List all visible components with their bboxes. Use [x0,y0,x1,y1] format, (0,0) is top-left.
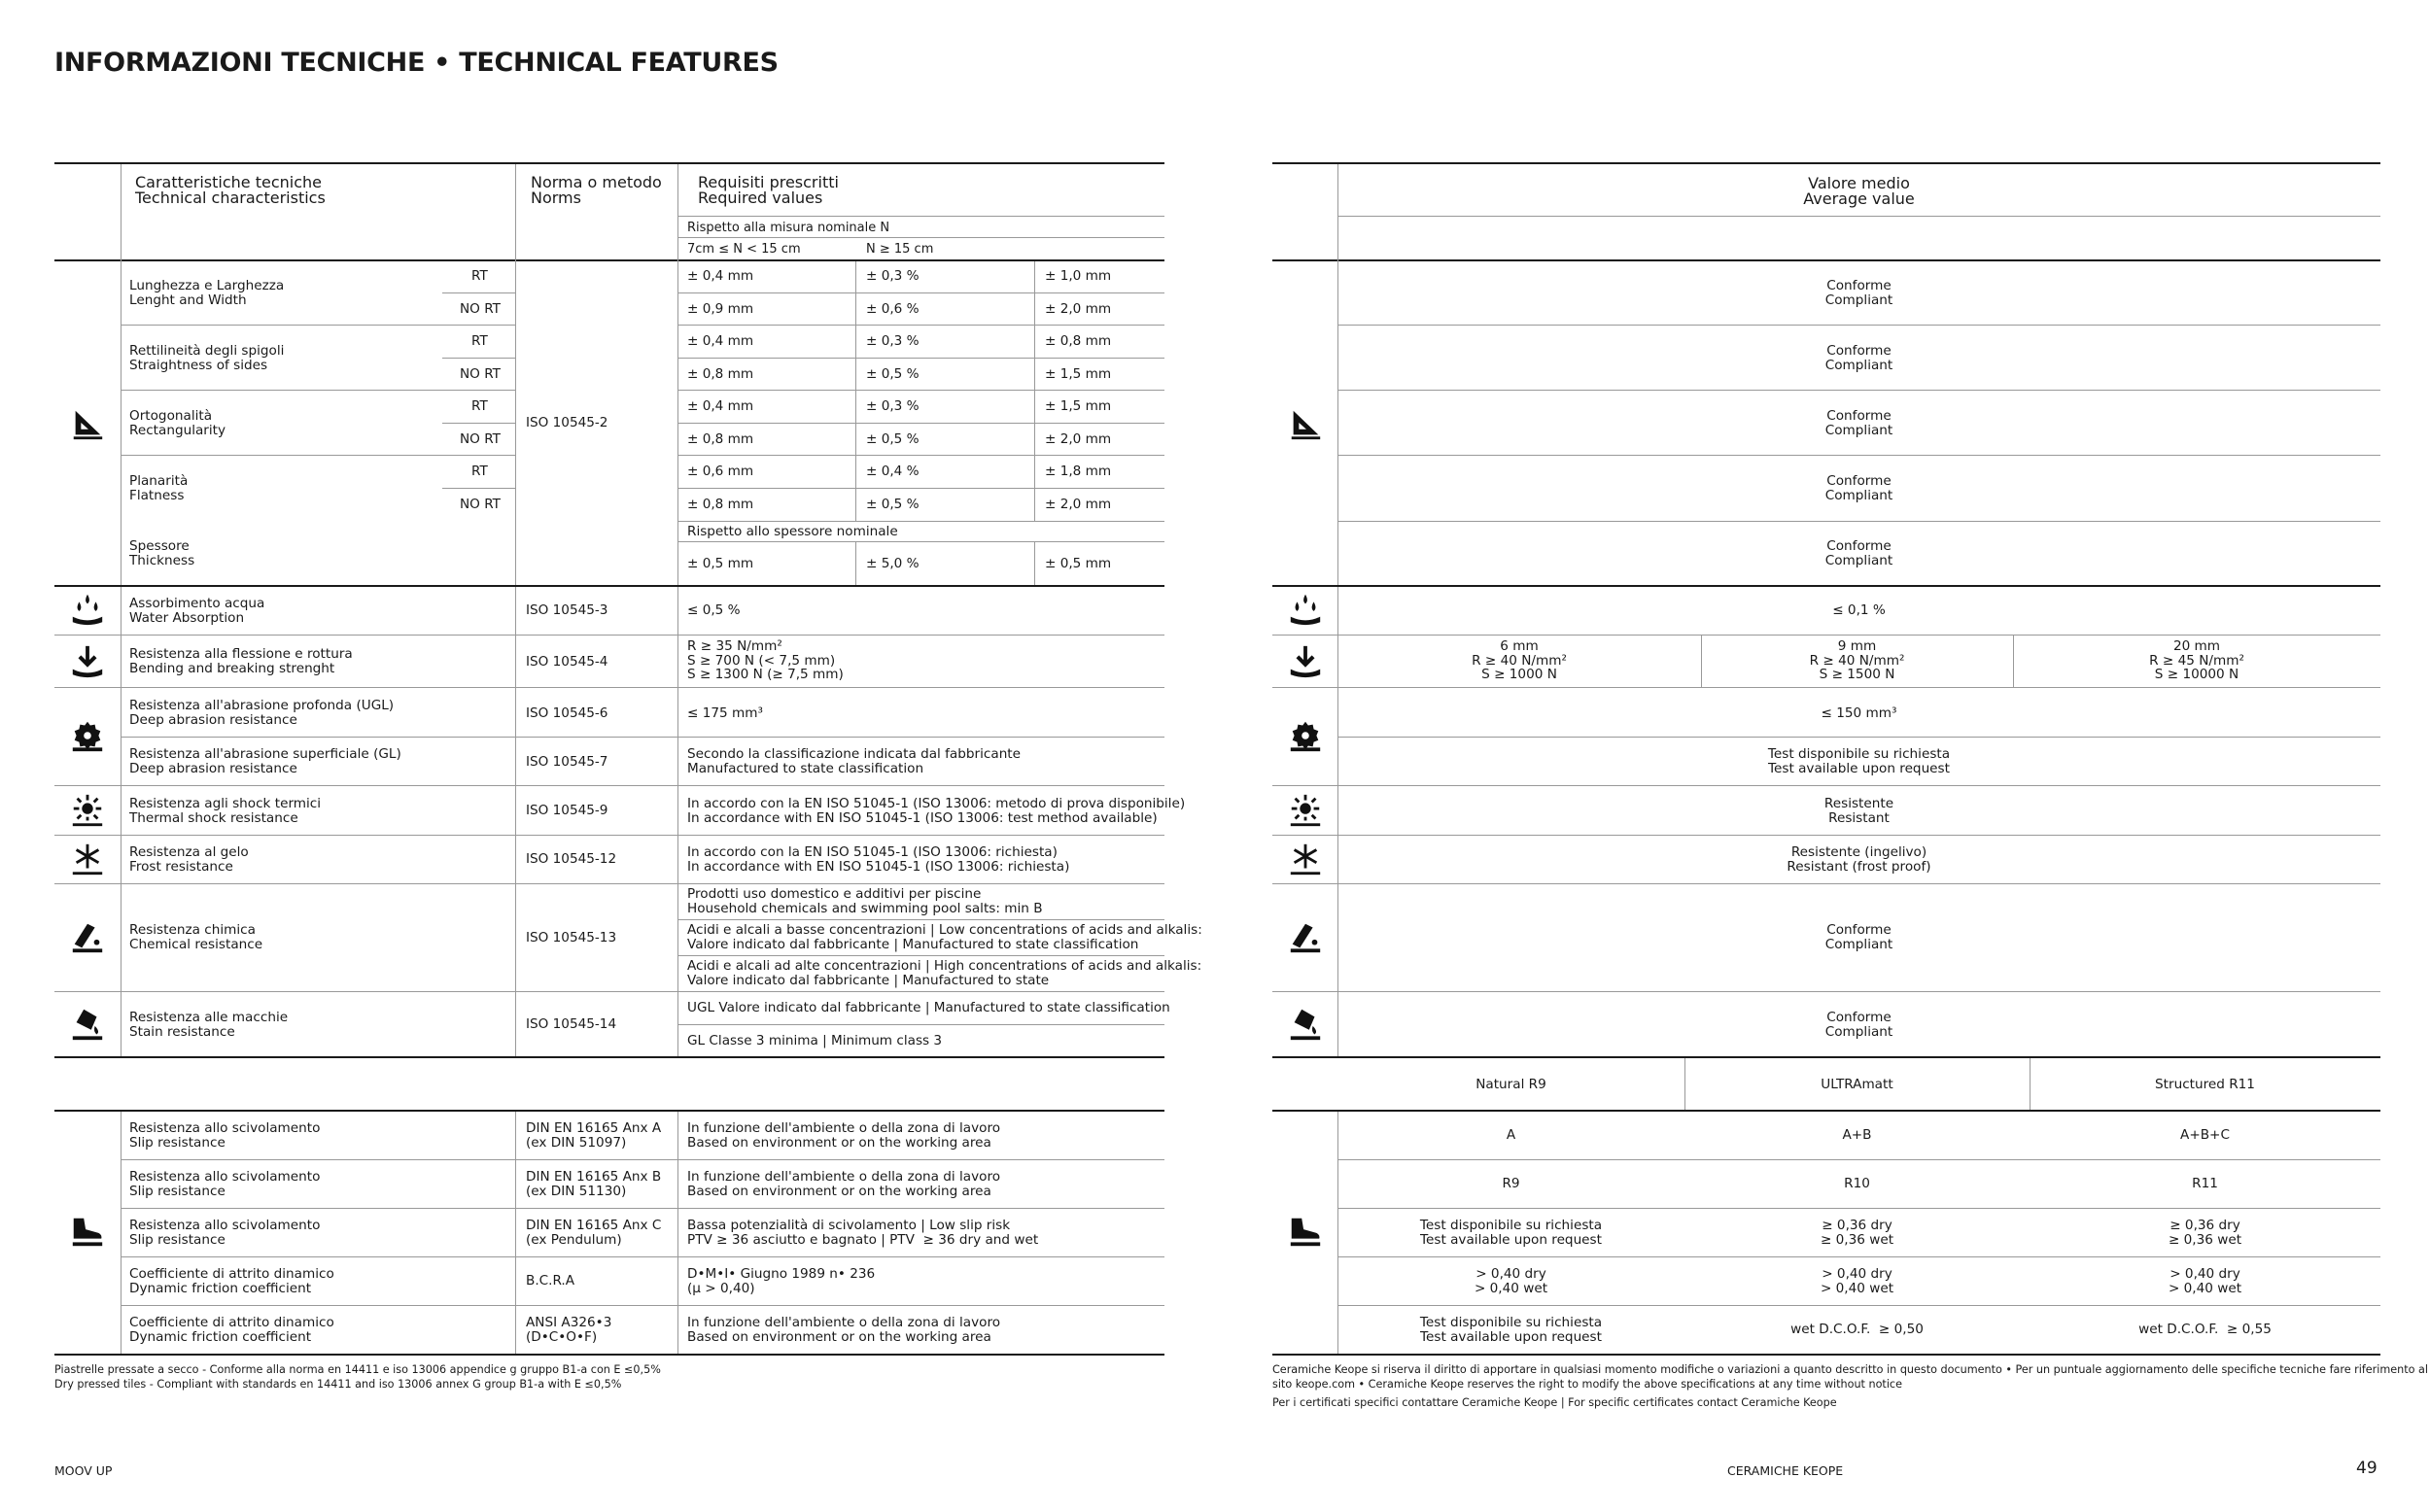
set-square-icon [1287,405,1324,442]
slip-norm: ANSI A326•3 (D•C•O•F) [526,1315,612,1345]
slip-header: Structured R11 [2155,1077,2255,1092]
gear-abrasion-icon [1287,717,1324,754]
header-nominal: Rispetto alla misura nominale N [687,221,890,235]
frost-norm: ISO 10545-12 [526,851,617,867]
thickness-value: ± 5,0 % [866,556,920,571]
slip-req: In funzione dell'ambiente o della zona di lavoro Based on environment or on the working area [687,1315,1001,1345]
ugl-norm: ISO 10545-6 [526,705,608,721]
stain-req: GL Classe 3 minima | Minimum class 3 [687,1033,943,1048]
chemical-flask-icon [1287,918,1324,955]
rt-label: RT [471,398,488,414]
slip-norm: DIN EN 16165 Anx C (ex Pendulum) [526,1218,662,1248]
avg-value: Conforme Compliant [1824,343,1893,373]
slip-norm: DIN EN 16165 Anx A (ex DIN 51097) [526,1120,662,1151]
nort-label: NO RT [460,431,501,447]
dim-value: ± 2,0 mm [1045,497,1112,512]
slip-value: ≥ 0,36 dry ≥ 0,36 wet [1820,1218,1894,1248]
snowflake-icon [1287,841,1324,877]
nort-label: NO RT [460,301,501,317]
stain-name: Resistenza alle macchie Stain resistance [129,1010,289,1040]
dim-value: ± 0,3 % [866,333,920,349]
avg-value: ≤ 150 mm³ [1821,705,1897,721]
dim-name: Ortogonalità Rectangularity [129,408,226,438]
slip-value: ≥ 0,36 dry ≥ 0,36 wet [2168,1218,2242,1248]
slip-req: In funzione dell'ambiente o della zona di lavoro Based on environment or on the working area [687,1169,1001,1199]
slip-norm: DIN EN 16165 Anx B (ex DIN 51130) [526,1169,662,1199]
dim-value: ± 1,5 mm [1045,366,1112,382]
chemical-name: Resistenza chimica Chemical resistance [129,922,263,952]
shoe-slip-icon [1287,1213,1324,1250]
avg-value: Conforme Compliant [1824,473,1893,503]
thermal-name: Resistenza agli shock termici Thermal shock resistance [129,796,322,826]
rt-label: RT [471,268,488,284]
slip-value: > 0,40 dry > 0,40 wet [1820,1266,1894,1296]
page-number: 49 [2356,1459,2378,1478]
dim-value: ± 0,6 % [866,301,920,317]
header-size-small: 7cm ≤ N < 15 cm [687,242,801,257]
slip-req: D•M•I• Giugno 1989 n• 236 (µ > 0,40) [687,1266,876,1296]
slip-req: In funzione dell'ambiente o della zona di lavoro Based on environment or on the working area [687,1120,1001,1151]
dim-value: ± 0,5 % [866,497,920,512]
rt-label: RT [471,464,488,479]
frost-name: Resistenza al gelo Frost resistance [129,844,249,875]
dim-value: ± 0,4 mm [687,398,754,414]
avg-value: Resistente (ingelivo) Resistant (frost proof) [1787,844,1931,875]
dim-value: ± 0,8 mm [687,366,754,382]
gl-norm: ISO 10545-7 [526,754,608,770]
dim-name: Lunghezza e Larghezza Lenght and Width [129,278,285,308]
slip-name: Coefficiente di attrito dinamico Dynamic friction coefficient [129,1315,334,1345]
bending-req: R ≥ 35 N/mm² S ≥ 700 N (< 7,5 mm) S ≥ 1300 N (≥ 7,5 mm) [687,638,844,682]
slip-header: Natural R9 [1475,1077,1546,1092]
slip-value: Test disponibile su richiesta Test available upon request [1419,1315,1603,1345]
header-average: Valore medio Average value [1803,174,1915,208]
dim-value: ± 1,8 mm [1045,464,1112,479]
ugl-req: ≤ 175 mm³ [687,705,763,721]
rt-label: RT [471,333,488,349]
bending-avg: 6 mm R ≥ 40 N/mm² S ≥ 1000 N [1472,638,1567,682]
dim-value: ± 0,9 mm [687,301,754,317]
slip-value: > 0,40 dry > 0,40 wet [1474,1266,1548,1296]
dim-name: Rettilineità degli spigoli Straightness of sides [129,343,285,373]
bending-norm: ISO 10545-4 [526,654,608,670]
dim-value: ± 0,8 mm [687,497,754,512]
header-norms: Norma o metodo Norms [531,173,662,207]
slip-value: wet D.C.O.F. ≥ 0,55 [2138,1322,2272,1337]
header-characteristics: Caratteristiche tecniche Technical characteristics [135,173,326,207]
water-name: Assorbimento acqua Water Absorption [129,596,265,626]
thickness-ref: Rispetto allo spessore nominale [687,524,898,539]
avg-value: Test disponibile su richiesta Test available upon request [1767,746,1951,776]
water-drops-icon [69,591,106,628]
thickness-value: ± 0,5 mm [1045,556,1112,571]
shoe-slip-icon [69,1213,106,1250]
stain-bottle-icon [1287,1006,1324,1043]
slip-value: A+B [1842,1127,1872,1143]
slip-value: Test disponibile su richiesta Test available upon request [1419,1218,1603,1248]
thermal-shock-icon [1287,792,1324,829]
slip-value: wet D.C.O.F. ≥ 0,50 [1790,1322,1924,1337]
slip-value: > 0,40 dry > 0,40 wet [2168,1266,2242,1296]
down-arrow-load-icon [69,643,106,680]
avg-value: Conforme Compliant [1824,278,1893,308]
avg-value: Resistente Resistant [1823,796,1894,826]
dim-name: Planarità Flatness [129,473,189,503]
avg-value: Conforme Compliant [1824,538,1893,568]
footnote-left: Piastrelle pressate a secco - Conforme alla norma en 14411 e iso 13006 appendice g gruppo B1-a con E ≤0,5% Dry pressed tiles - Compliant with standards en 14411 and iso 13006 annex G group B1-a with E ≤0,5% [54,1363,661,1391]
stain-req: UGL Valore indicato dal fabbricante | Manufactured to state classification [687,1000,1170,1015]
water-req: ≤ 0,5 % [687,602,741,618]
gl-req: Secondo la classificazione indicata dal fabbricante Manufactured to state classification [687,746,1022,776]
chemical-norm: ISO 10545-13 [526,930,617,945]
slip-header: ULTRAmatt [1821,1077,1893,1092]
down-arrow-load-icon [1287,643,1324,680]
slip-name: Resistenza allo scivolamento Slip resistance [129,1169,321,1199]
frost-req: In accordo con la EN ISO 51045-1 (ISO 13006: richiesta) In accordance with EN ISO 51045-1 (ISO 13006: richiesta) [687,844,1070,875]
water-drops-icon [1287,591,1324,628]
slip-value: R10 [1844,1176,1870,1191]
avg-value: Conforme Compliant [1824,922,1893,952]
gear-abrasion-icon [69,717,106,754]
dim-value: ± 0,8 mm [1045,333,1112,349]
slip-value: R9 [1502,1176,1520,1191]
stain-norm: ISO 10545-14 [526,1016,617,1032]
gl-name: Resistenza all'abrasione superficiale (GL) Deep abrasion resistance [129,746,401,776]
footnote-right-certificates: Per i certificati specifici contattare Ceramiche Keope | For specific certificates contact Ceramiche Keope [1272,1396,1837,1409]
slip-value: A [1506,1127,1516,1143]
slip-value: A+B+C [2180,1127,2230,1143]
footnote-right: Ceramiche Keope si riserva il diritto di apportare in qualsiasi momento modifiche o variazioni a quanto descritto in questo documento • Per un puntuale aggiornamento delle specifiche tecniche fare riferimento al sito keope.com • Ceramiche Keope reserves the right to modify the above specifications at any time without notice [1272,1363,2429,1391]
slip-name: Resistenza allo scivolamento Slip resistance [129,1120,321,1151]
page-title: INFORMAZIONI TECNICHE • TECHNICAL FEATURES [54,48,779,78]
dim-value: ± 1,5 mm [1045,398,1112,414]
water-norm: ISO 10545-3 [526,602,608,618]
chemical-flask-icon [69,918,106,955]
thickness-name: Spessore Thickness [129,538,195,568]
header-required: Requisiti prescritti Required values [698,173,839,207]
chemical-req: Acidi e alcali ad alte concentrazioni | High concentrations of acids and alkalis: Valore indicato dal fabbricante | Manufactured to state [687,958,1202,988]
set-square-icon [69,405,106,442]
bending-name: Resistenza alla flessione e rottura Bending and breaking strenght [129,646,353,676]
thermal-req: In accordo con la EN ISO 51045-1 (ISO 13006: metodo di prova disponibile) In accordance with EN ISO 51045-1 (ISO 13006: test method available) [687,796,1186,826]
bending-avg: 20 mm R ≥ 45 N/mm² S ≥ 10000 N [2149,638,2244,682]
avg-value: Conforme Compliant [1824,1010,1893,1040]
header-size-large: N ≥ 15 cm [866,242,934,257]
footer-left: MOOV UP [54,1463,113,1478]
dim-value: ± 0,5 % [866,366,920,382]
dim-value: ± 2,0 mm [1045,431,1112,447]
slip-norm: B.C.R.A [526,1273,575,1289]
dim-value: ± 0,4 mm [687,268,754,284]
snowflake-icon [69,841,106,877]
footer-center: CERAMICHE KEOPE [1727,1463,1844,1478]
dim-value: ± 0,4 % [866,464,920,479]
dim-norm: ISO 10545-2 [526,415,608,430]
dim-value: ± 0,3 % [866,268,920,284]
slip-name: Coefficiente di attrito dinamico Dynamic friction coefficient [129,1266,334,1296]
slip-req: Bassa potenzialità di scivolamento | Low slip risk PTV ≥ 36 asciutto e bagnato | PTV ≥ 36 dry and wet [687,1218,1039,1248]
avg-value: ≤ 0,1 % [1832,602,1886,618]
slip-name: Resistenza allo scivolamento Slip resistance [129,1218,321,1248]
ugl-name: Resistenza all'abrasione profonda (UGL) Deep abrasion resistance [129,698,395,728]
dim-value: ± 0,3 % [866,398,920,414]
dim-value: ± 2,0 mm [1045,301,1112,317]
thermal-shock-icon [69,792,106,829]
avg-value: Conforme Compliant [1824,408,1893,438]
dim-value: ± 0,6 mm [687,464,754,479]
chemical-req: Acidi e alcali a basse concentrazioni | Low concentrations of acids and alkalis: Valore indicato dal fabbricante | Manufactured to state classification [687,922,1202,952]
nort-label: NO RT [460,366,501,382]
chemical-req: Prodotti uso domestico e additivi per piscine Household chemicals and swimming pool salts: min B [687,886,1043,916]
dim-value: ± 0,5 % [866,431,920,447]
stain-bottle-icon [69,1006,106,1043]
dim-value: ± 0,8 mm [687,431,754,447]
bending-avg: 9 mm R ≥ 40 N/mm² S ≥ 1500 N [1809,638,1905,682]
thermal-norm: ISO 10545-9 [526,803,608,818]
thickness-value: ± 0,5 mm [687,556,754,571]
dim-value: ± 0,4 mm [687,333,754,349]
nort-label: NO RT [460,497,501,512]
slip-value: R11 [2192,1176,2218,1191]
dim-value: ± 1,0 mm [1045,268,1112,284]
